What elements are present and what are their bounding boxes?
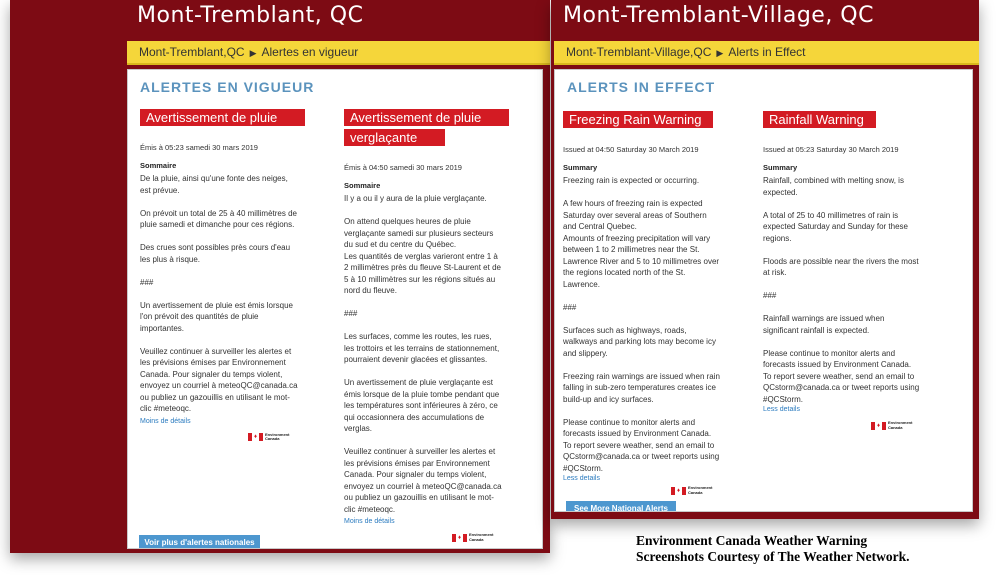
alert-card <box>563 111 743 495</box>
breadcrumb-arrow-icon: ▶ <box>716 48 724 58</box>
breadcrumb-arrow-icon: ▶ <box>249 48 257 58</box>
environment-canada-logo <box>452 533 520 542</box>
alerts-heading: ALERTES EN VIGUEUR <box>140 79 315 95</box>
image-caption <box>636 533 936 565</box>
alerts-panel-french <box>10 0 550 553</box>
alert-title: Rainfall Warning <box>763 111 876 128</box>
alert-card <box>344 109 520 542</box>
alerts-heading: ALERTS IN EFFECT <box>567 79 716 95</box>
breadcrumb-location-link[interactable]: Mont-Tremblant-Village,QC <box>566 45 712 59</box>
environment-canada-logo <box>671 486 743 495</box>
summary-label: Summary <box>563 163 598 172</box>
page-title: Mont-Tremblant, QC <box>137 3 364 28</box>
caption-line: Screenshots Courtesy of The Weather Network. <box>636 549 910 564</box>
more-national-alerts-button[interactable]: Voir plus d'alertes nationales <box>139 535 260 549</box>
alert-issued-time: Émis à 05:23 samedi 30 mars 2019 <box>140 143 258 152</box>
alerts-panel-english <box>551 0 979 519</box>
canada-flag-icon: ♦ <box>671 487 686 495</box>
summary-label: Sommaire <box>140 161 177 170</box>
alert-issued-time: Issued at 04:50 Saturday 30 March 2019 <box>563 145 699 154</box>
breadcrumb-current: Alertes en vigueur <box>261 45 359 59</box>
logo-text-line: Environment <box>688 485 713 490</box>
alert-title: Avertissement de pluie verglaçante <box>344 109 509 146</box>
breadcrumb <box>127 41 550 65</box>
alert-title: Freezing Rain Warning <box>563 111 713 128</box>
summary-label: Sommaire <box>344 181 381 190</box>
environment-canada-logo <box>871 421 943 430</box>
logo-text-line: Canada <box>888 424 903 430</box>
less-details-link[interactable]: Less details <box>763 406 800 413</box>
canada-flag-icon: ♦ <box>871 422 886 430</box>
logo-text-line: Canada <box>469 536 484 542</box>
alert-title: Avertissement de pluie <box>140 109 305 126</box>
alerts-content <box>554 69 973 512</box>
less-details-link[interactable]: Moins de détails <box>140 417 191 425</box>
caption-line: Environment Canada Weather Warning <box>636 533 868 548</box>
logo-text-line: Environment <box>888 420 913 425</box>
summary-label: Summary <box>763 163 798 172</box>
canada-flag-icon: ♦ <box>452 534 467 542</box>
logo-text-line: Canada <box>265 436 280 441</box>
alert-issued-time: Issued at 05:23 Saturday 30 March 2019 <box>763 145 899 154</box>
alert-issued-time: Émis à 04:50 samedi 30 mars 2019 <box>344 163 462 172</box>
logo-text-line: Environment <box>265 431 290 437</box>
alert-body: Freezing rain is expected or occurring. A few hours of freezing rain is expected Saturday over several areas of Southern and Central Quebec. Amounts of freezing precipitation will vary between 1 to 2 millimetres near the St. Lawrence River and 5 to 10 millimetres over the regions located north of the St. Lawrence. ### Surfaces such as highways, roads, walkways and parking lots may become icy and slippery. Freezing rain warnings are issued when rain falling in sub-zero temperatures creates ice build-up and icy surfaces. Please continue to monitor alerts and forecasts issued by Environment Canada. To report severe weather, send an email to QCstorm@canada.ca or tweet reports using #QCStorm. <box>563 176 720 473</box>
breadcrumb-current: Alerts in Effect <box>728 45 806 59</box>
alert-body: Rainfall, combined with melting snow, is expected. A total of 25 to 40 millimetres of rain is expected Saturday and Sunday for these regions. Floods are possible near the rivers the most at risk. ### Rainfall warnings are issued when significant rainfall is expected. Please continue to monitor alerts and forecasts issued by Environment Canada. To report severe weather, send an email to QCstorm@canada.ca or tweet reports using #QCStorm. <box>763 176 920 404</box>
alert-body: De la pluie, ainsi qu'une fonte des neiges, est prévue. On prévoit un total de 25 à 40 millimètres de pluie samedi et dimanche pour ces régions. Des crues sont possibles près cours d'eau les plus à risque. ### Un avertissement de pluie est émis lorsque l'on prévoit des quantités de pluie importantes. Veuillez continuer à surveiller les alertes et les prévisions émises par Environnement Canada. Pour signaler du temps violent, envoyez un courriel à meteoQC@canada.ca ou publiez un gazouillis en utilisant le mot- clic #meteoqc. <box>140 174 298 413</box>
alert-card <box>140 109 316 442</box>
logo-text-line: Environment <box>469 532 494 537</box>
breadcrumb-location-link[interactable]: Mont-Tremblant,QC <box>139 45 245 59</box>
environment-canada-logo <box>248 433 316 442</box>
less-details-link[interactable]: Less details <box>563 475 600 482</box>
canada-flag-icon: ♦ <box>248 433 263 441</box>
breadcrumb <box>554 41 979 65</box>
logo-text-line: Canada <box>688 489 703 495</box>
less-details-link[interactable]: Moins de détails <box>344 518 395 525</box>
alerts-content <box>127 69 543 549</box>
see-more-national-alerts-button[interactable]: See More National Alerts <box>566 501 676 512</box>
alert-card <box>763 111 943 430</box>
alert-body: Il y a ou il y aura de la pluie verglaçante. On attend quelques heures de pluie verglaçante samedi sur plusieurs secteurs du sud et du centre du Québec. Les quantités de verglas varieront entre 1 à 2 millimètres près du fleuve St-Laurent et de 5 à 10 millimètres sur les régions situés au nord du fleuve. ### Les surfaces, comme les routes, les rues, les trottoirs et les terrains de stationnement, pourraient devenir glacées et glissantes. Un avertissement de pluie verglaçante est émis lorsque de la pluie tombe pendant que les températures sont inférieures à zéro, ce qui occasionnera des accumulations de verglas. Veuillez continuer à surveiller les alertes et les prévisions émises par Environnement Canada. Pour signaler du temps violent, envoyez un courriel à meteoQC@canada.ca ou publiez un gazouillis en utilisant le mot- clic #meteoqc. <box>344 194 502 514</box>
page-title: Mont-Tremblant-Village, QC <box>563 3 874 28</box>
